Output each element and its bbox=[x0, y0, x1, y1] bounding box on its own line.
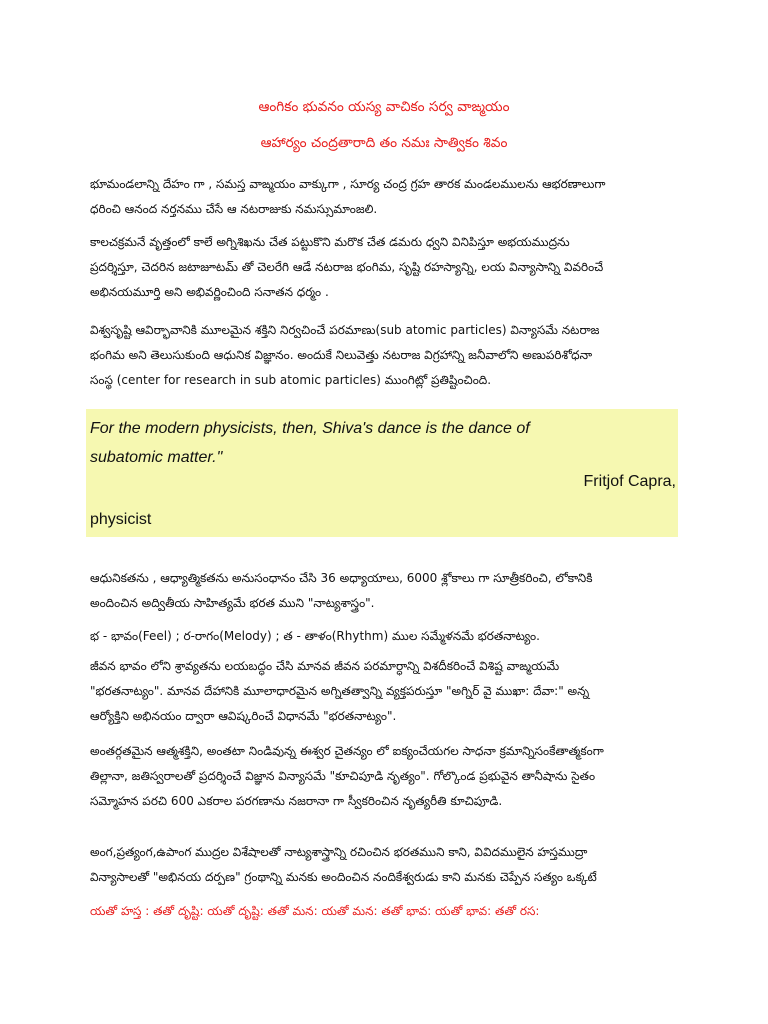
paragraph-line: జీవన భావం లోని శ్రావ్యతను లయబద్ధం చేసి మానవ జీవన పరమార్ధాన్ని విశదీకరించే విశిష్ట వాఙ్మయమే bbox=[90, 659, 560, 673]
paragraph-line: భూమండలాన్ని దేహం గా , సమస్త వాఙ్మయం వాక్కుగా , సూర్య చంద్ర గ్రహ తారక మండలములను ఆభరణాలుగా bbox=[90, 177, 606, 191]
paragraph-line: సంస్థ (center for research in sub atomic particles) ముంగిట్లో ప్రతిష్టించింది. bbox=[90, 373, 492, 387]
paragraph-5 bbox=[90, 624, 690, 649]
paragraph-line: కాలచక్రమనే వృత్తంలో కాలే అగ్నిశిఖను చేత పట్టుకొని మరొక చేత డమరు ధ్వని వినిపిస్తూ అభయముద్రను bbox=[90, 235, 570, 249]
paragraph-7 bbox=[90, 739, 690, 814]
paragraph-line: విశ్వసృష్టి ఆవిర్భావానికి మూలమైన శక్తిని నిర్వచించే పరమాణు(sub atomic particles) విన్యాసమే నటరాజ bbox=[90, 323, 600, 337]
quote-author-role: physicist bbox=[90, 511, 152, 528]
paragraph-line: అభినయమూర్తి అని అభివర్ణించింది సనాతన ధర్మం . bbox=[90, 285, 329, 299]
paragraph-4 bbox=[90, 566, 690, 616]
paragraph-line: భంగిమ అని తెలుసుకుంది ఆధునిక విజ్ఞానం. అందుకే నిలువెత్తు నటరాజ విగ్రహాన్ని జనీవాలోని అణుపరిశోధనా bbox=[90, 348, 593, 362]
closing-sloka-container bbox=[90, 874, 690, 924]
paragraph-line: విన్యాసాలతో "అభినయ దర్పణ" గ్రంథాన్ని మనకు అందించిన నందికేశ్వరుడు కాని మనకు చెప్పేన సత్యం ఒక్కటే bbox=[90, 870, 597, 884]
paragraph-2 bbox=[90, 230, 690, 305]
paragraph-line: "భరతనాట్యం". మానవ దేహానికి మూలాధారమైన అగ్నితత్వాన్ని వ్యక్తపరుస్తూ "అగ్నిర్ వై ముఖా: దేవా:" అన్న bbox=[90, 684, 590, 698]
closing-sloka: యతో హస్త : తతో దృష్టి: యతో దృష్టి: తతో మన: యతో మన: తతో భావ: యతో భావ: తతో రస: bbox=[90, 904, 540, 918]
paragraph-line: ధరించి ఆనంద నర్తనము చేసే ఆ నటరాజుకు నమస్సుమాంజలి. bbox=[90, 202, 378, 216]
paragraph-line: సమ్మోహన పరచి 600 ఎకరాల పరగణాను నజరానా గా స్వీకరించిన నృత్యరీతి కూచిపూడి. bbox=[90, 794, 503, 808]
quote-line-1: For the modern physicists, then, Shiva's dance is the dance of bbox=[90, 420, 530, 437]
paragraph-1 bbox=[90, 172, 690, 222]
paragraph-line: అందించిన అద్వితీయ సాహిత్యమే భరత ముని "నాట్యశాస్త్రం". bbox=[90, 596, 375, 610]
paragraph-6 bbox=[90, 654, 690, 729]
quote-author: Fritjof Capra, bbox=[583, 473, 676, 490]
paragraph-3 bbox=[90, 318, 690, 393]
paragraph-line: తిల్లానా, జతిస్వరాలతో ప్రదర్శించే విజ్ఞాన విన్యాసమే "కూచిపూడి నృత్యం". గోల్కొండ ప్రభువైన తానీషాను సైతం bbox=[90, 769, 596, 783]
paragraph-line: ఆధునికతను , ఆధ్యాత్మికతను అనుసంధానం చేసి 36 అధ్యాయాలు, 6000 శ్లోకాలు గా సూత్రీకరించి, లోకానికి bbox=[90, 571, 593, 585]
paragraph-line: ప్రదర్శిస్తూ, చెదరిన జటాజూటమ్ తో చెలరేగి ఆడే నటరాజ భంగిమ, సృష్టి రహస్యాన్ని, లయ విన్యాసాన్ని వివరించే bbox=[90, 260, 604, 274]
paragraph-line: భ - భావం(Feel) ; ర-రాగం(Melody) ; త - తాళం(Rhythm) ముల సమ్మేళనమే భరతనాట్యం. bbox=[90, 629, 540, 643]
sloka-line-1: ఆంగికం భువనం యస్య వాచికం సర్వ వాఙ్మయం bbox=[258, 99, 510, 115]
paragraph-line: అంగ,ప్రత్యంగ,ఉపాంగ ముద్రల విశేషాలతో నాట్యశాస్త్రాన్ని రచించిన భరతముని కాని, వివిదములైన హస్తముద్రా bbox=[90, 845, 588, 859]
quote-line-2: subatomic matter." bbox=[90, 449, 223, 466]
paragraph-line: ఆర్యోక్తిని అభినయం ద్వారా ఆవిష్కరించే విధానమే "భరతనాట్యం". bbox=[90, 709, 397, 723]
sloka-line-2: ఆహార్యం చంద్రతారాది తం నమః సాత్వికం శివం bbox=[260, 135, 508, 151]
paragraph-line: అంతర్గతమైన ఆత్మశక్తిని, అంతటా నిండివున్న ఈశ్వర చైతన్యం లో ఐక్యంచేయగల సాధనా క్రమాన్నిసంకేతాత్మకంగా bbox=[90, 744, 604, 758]
